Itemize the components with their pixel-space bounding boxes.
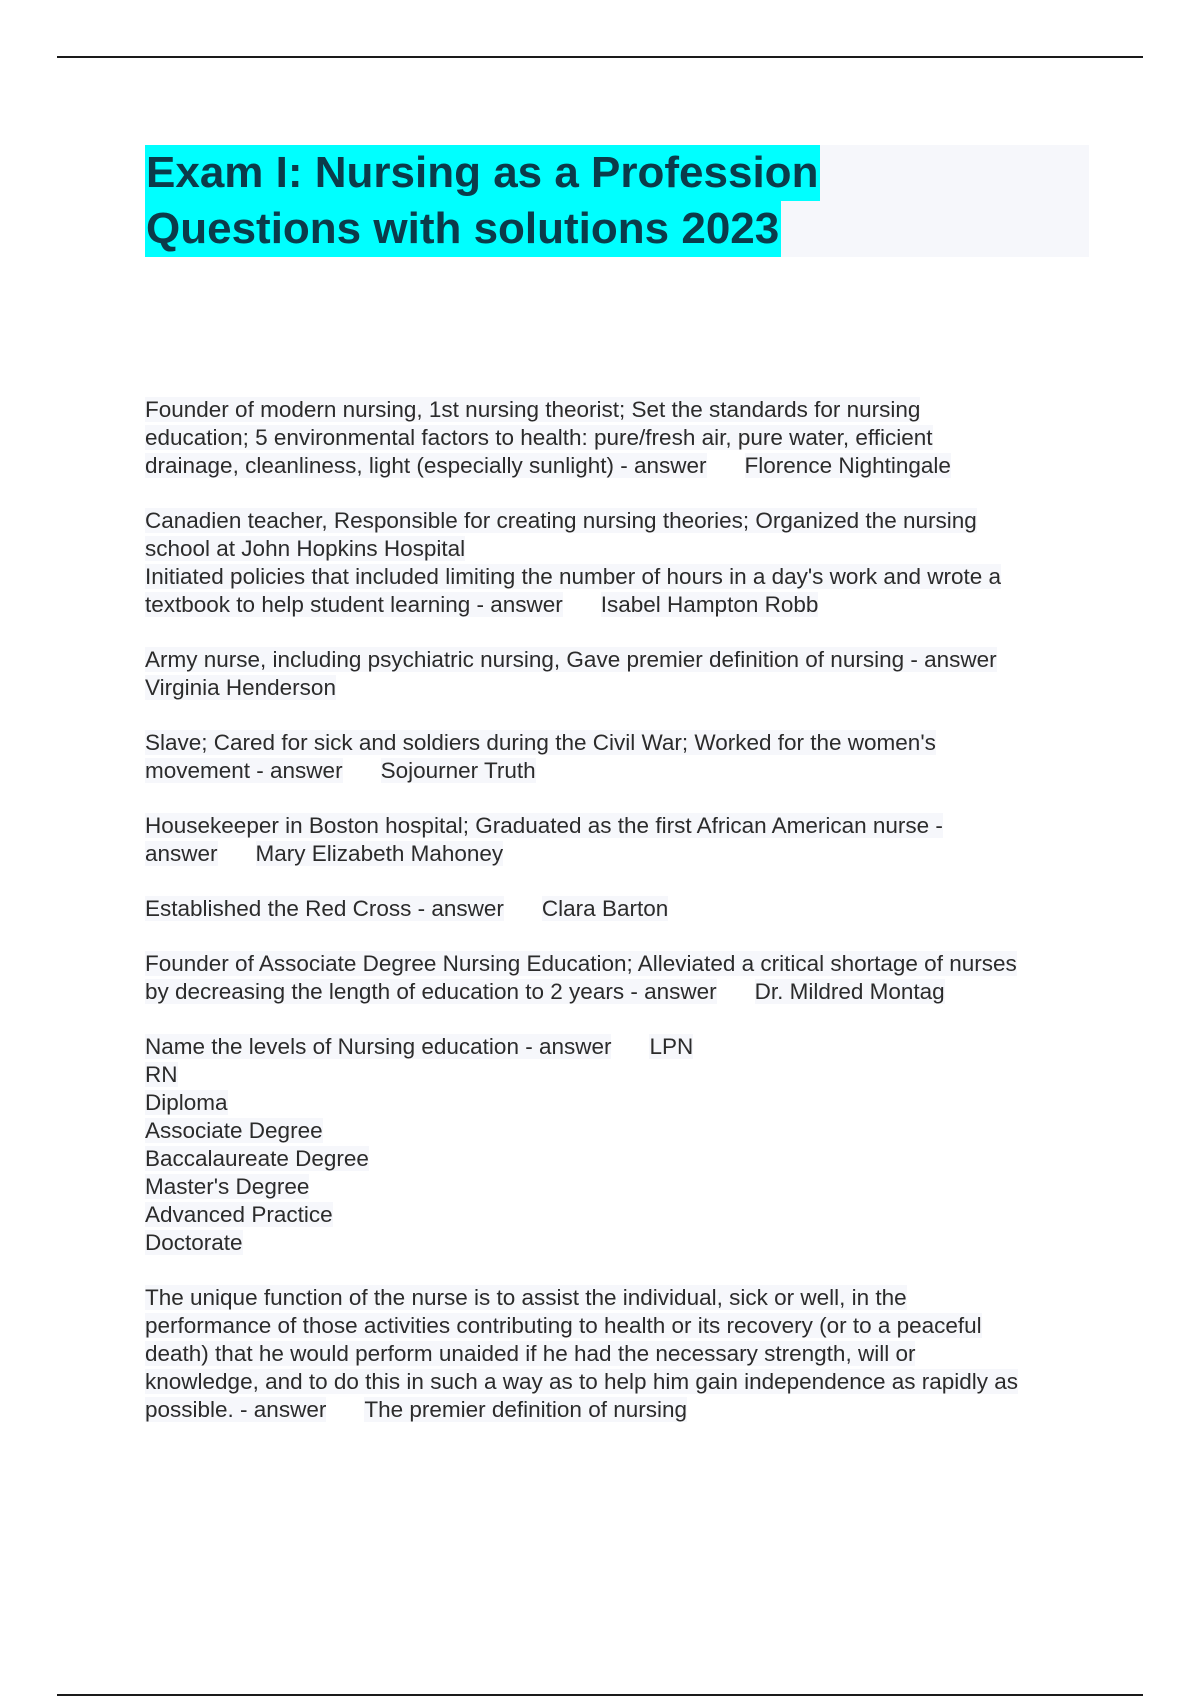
qa-item — [145, 729, 1105, 785]
answer-line — [145, 1201, 1105, 1229]
question-line — [145, 1396, 1105, 1424]
question-line — [145, 1033, 1105, 1061]
question-line — [145, 452, 1105, 480]
question-text: performance of those activities contributing to health or its recovery (or to a peaceful — [145, 1313, 982, 1338]
answer-line — [145, 1145, 1105, 1173]
question-line — [145, 1368, 1105, 1396]
answer-text: Sojourner Truth — [380, 758, 536, 783]
question-text: Canadien teacher, Responsible for creating nursing theories; Organized the nursing — [145, 508, 977, 533]
question-text: Army nurse, including psychiatric nursing, Gave premier definition of nursing - answer — [145, 647, 997, 672]
question-text: movement - answer — [145, 758, 343, 783]
answer-line — [145, 1061, 1105, 1089]
question-line — [145, 424, 1105, 452]
answer-text: Florence Nightingale — [744, 453, 951, 478]
page-title — [145, 145, 1089, 257]
question-line — [145, 591, 1105, 619]
answer-line — [145, 674, 1105, 702]
question-line — [145, 507, 1105, 535]
answer-text: Virginia Henderson — [145, 675, 336, 700]
answer-text: The premier definition of nursing — [364, 1397, 688, 1422]
question-line — [145, 563, 1105, 591]
qa-item — [145, 507, 1105, 619]
question-text: education; 5 environmental factors to health: pure/fresh air, pure water, efficient — [145, 425, 933, 450]
answer-text: Isabel Hampton Robb — [600, 592, 819, 617]
answer-text: Master's Degree — [145, 1174, 310, 1199]
question-text: textbook to help student learning - answer — [145, 592, 563, 617]
qa-item — [145, 396, 1105, 480]
answer-text: Mary Elizabeth Mahoney — [255, 841, 504, 866]
question-line — [145, 978, 1105, 1006]
qa-item — [145, 646, 1105, 702]
qa-list — [145, 396, 1105, 1451]
answer-text: Associate Degree — [145, 1118, 323, 1143]
question-text: answer — [145, 841, 218, 866]
question-text: Housekeeper in Boston hospital; Graduated as the first African American nurse - — [145, 813, 943, 838]
question-text: Name the levels of Nursing education - answer — [145, 1034, 612, 1059]
question-text: drainage, cleanliness, light (especially sunlight) - answer — [145, 453, 707, 478]
question-text: possible. - answer — [145, 1397, 327, 1422]
answer-text: RN — [145, 1062, 178, 1087]
answer-line — [145, 1229, 1105, 1257]
question-line — [145, 895, 1105, 923]
answer-text: Dr. Mildred Montag — [754, 979, 945, 1004]
answer-text: Clara Barton — [541, 896, 669, 921]
question-line — [145, 1340, 1105, 1368]
question-text: Initiated policies that included limiting the number of hours in a day's work and wrote a — [145, 564, 1002, 589]
question-line — [145, 396, 1105, 424]
answer-text: Advanced Practice — [145, 1202, 333, 1227]
qa-item — [145, 812, 1105, 868]
question-text: Slave; Cared for sick and soldiers during the Civil War; Worked for the women's — [145, 730, 936, 755]
bottom-rule — [57, 1694, 1143, 1696]
top-rule — [57, 56, 1143, 58]
qa-item — [145, 950, 1105, 1006]
question-line — [145, 1284, 1105, 1312]
question-text: by decreasing the length of education to 2 years - answer — [145, 979, 717, 1004]
answer-text: Diploma — [145, 1090, 228, 1115]
title-line-1: Exam I: Nursing as a Profession — [145, 145, 820, 201]
question-text: school at John Hopkins Hospital — [145, 536, 466, 561]
question-line — [145, 840, 1105, 868]
title-line-2: Questions with solutions 2023 — [145, 201, 781, 257]
question-text: knowledge, and to do this in such a way as to help him gain independence as rapidly as — [145, 1369, 1019, 1394]
answer-line — [145, 1089, 1105, 1117]
question-text: Founder of modern nursing, 1st nursing theorist; Set the standards for nursing — [145, 397, 921, 422]
answer-line — [145, 1117, 1105, 1145]
answer-text: Doctorate — [145, 1230, 243, 1255]
answer-text: LPN — [649, 1034, 694, 1059]
question-line — [145, 812, 1105, 840]
answer-text: Baccalaureate Degree — [145, 1146, 369, 1171]
qa-item — [145, 1284, 1105, 1424]
question-line — [145, 646, 1105, 674]
question-line — [145, 950, 1105, 978]
answer-line — [145, 1173, 1105, 1201]
question-line — [145, 1312, 1105, 1340]
question-text: Established the Red Cross - answer — [145, 896, 504, 921]
question-line — [145, 535, 1105, 563]
qa-item — [145, 895, 1105, 923]
question-line — [145, 757, 1105, 785]
question-text: Founder of Associate Degree Nursing Education; Alleviated a critical shortage of nurses — [145, 951, 1017, 976]
question-line — [145, 729, 1105, 757]
question-text: The unique function of the nurse is to assist the individual, sick or well, in the — [145, 1285, 907, 1310]
qa-item — [145, 1033, 1105, 1257]
question-text: death) that he would perform unaided if he had the necessary strength, will or — [145, 1341, 916, 1366]
